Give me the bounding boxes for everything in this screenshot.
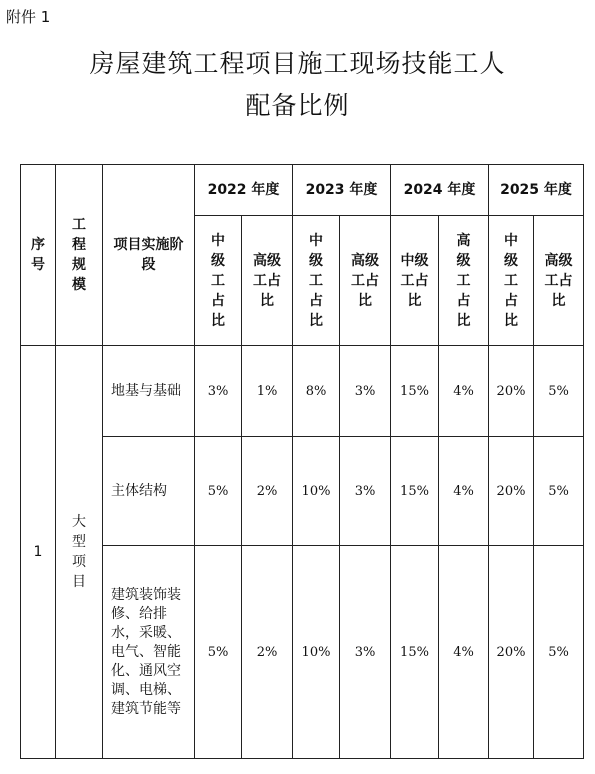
ratio-table — [20, 164, 584, 759]
table-cell: 5% — [534, 546, 584, 759]
table-cell: 3% — [340, 346, 391, 437]
table-cell: 2% — [242, 546, 293, 759]
header-mid-ratio: 中级工占比 — [293, 216, 340, 346]
table-cell: 20% — [489, 546, 534, 759]
table-cell: 20% — [489, 437, 534, 546]
table-cell: 10% — [293, 546, 340, 759]
table-cell: 5% — [534, 346, 584, 437]
row-stage: 地基与基础 — [103, 346, 195, 437]
header-mid-ratio: 中级工占比 — [391, 216, 439, 346]
table-cell: 5% — [195, 546, 242, 759]
table-cell: 3% — [340, 437, 391, 546]
table-cell: 4% — [439, 437, 489, 546]
document-title-line2: 配备比例 — [245, 91, 350, 120]
header-seq: 序号 — [21, 165, 56, 346]
table-cell: 5% — [534, 437, 584, 546]
header-scale: 工程规模 — [56, 165, 103, 346]
header-year-2022: 2022 年度 — [195, 165, 293, 216]
table-cell: 2% — [242, 437, 293, 546]
header-stage: 项目实施阶段 — [103, 165, 195, 346]
row-scale: 大型项目 — [56, 346, 103, 759]
row-stage: 建筑装饰装修、给排水，采暖、电气、智能化、通风空调、电梯、建筑节能等 — [103, 546, 195, 759]
table-cell: 15% — [391, 346, 439, 437]
row-seq: 1 — [21, 346, 56, 759]
table-cell: 15% — [391, 437, 439, 546]
table-cell: 4% — [439, 546, 489, 759]
table-cell: 5% — [195, 437, 242, 546]
header-year-2024: 2024 年度 — [391, 165, 489, 216]
header-mid-ratio: 中级工占比 — [489, 216, 534, 346]
header-high-ratio: 高级工占比 — [242, 216, 293, 346]
table-cell: 4% — [439, 346, 489, 437]
header-high-ratio: 高级工占比 — [439, 216, 489, 346]
table-cell: 3% — [195, 346, 242, 437]
header-high-ratio: 高级工占比 — [534, 216, 584, 346]
table-cell: 15% — [391, 546, 439, 759]
table-cell: 20% — [489, 346, 534, 437]
document-title-line1: 房屋建筑工程项目施工现场技能工人 — [89, 49, 506, 78]
header-year-2025: 2025 年度 — [489, 165, 584, 216]
attachment-label: 附件 1 — [6, 8, 51, 26]
row-stage: 主体结构 — [103, 437, 195, 546]
table-cell: 8% — [293, 346, 340, 437]
header-high-ratio: 高级工占比 — [340, 216, 391, 346]
header-mid-ratio: 中级工占比 — [195, 216, 242, 346]
table-cell: 10% — [293, 437, 340, 546]
table-cell: 1% — [242, 346, 293, 437]
table-cell: 3% — [340, 546, 391, 759]
header-year-2023: 2023 年度 — [293, 165, 391, 216]
